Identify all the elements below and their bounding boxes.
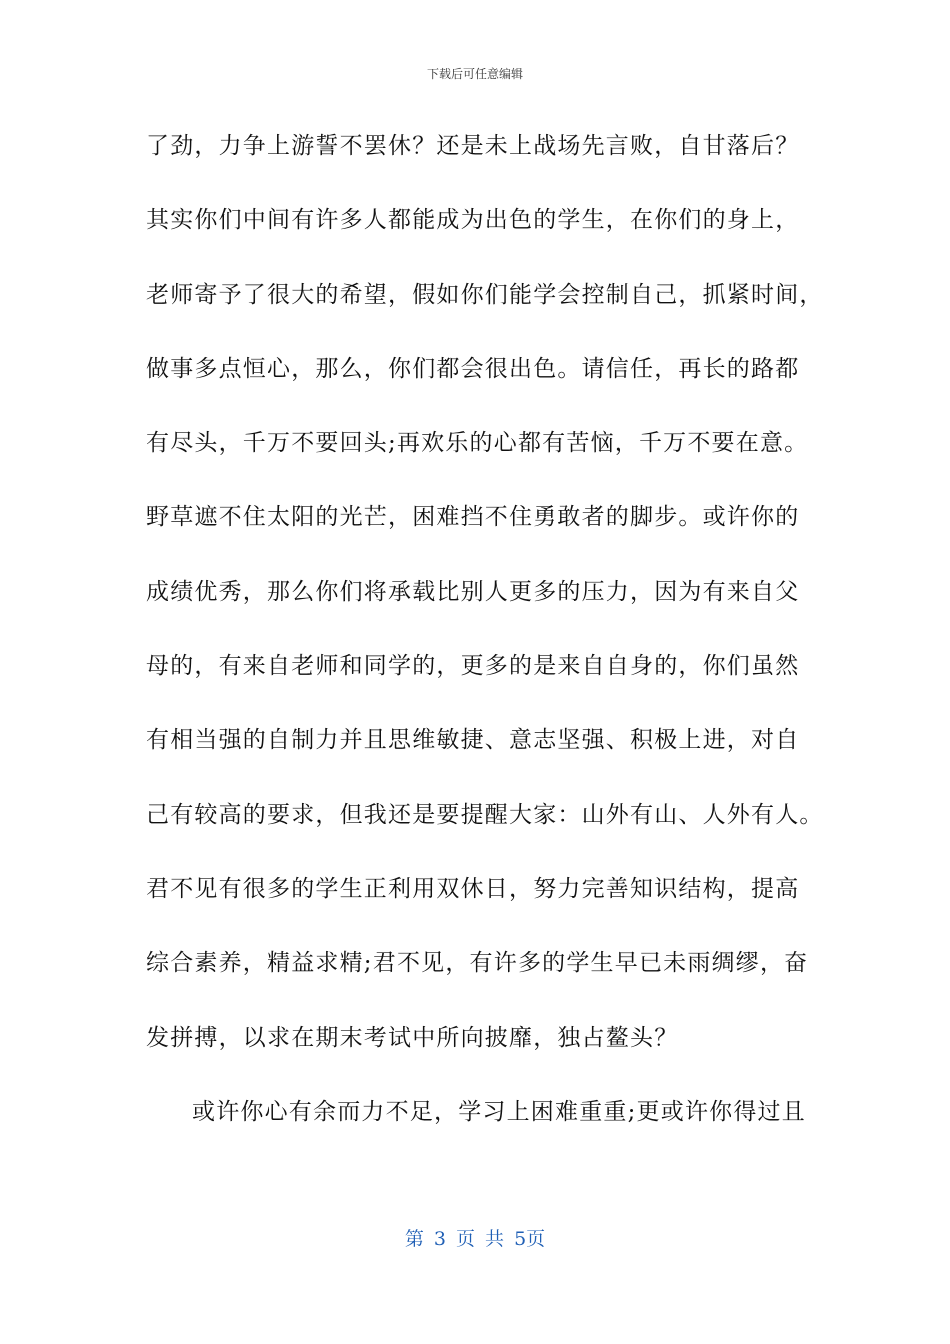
body-text [146, 126, 824, 1166]
text-line: 有尽头，千万不要回头;再欢乐的心都有苦恼，千万不要在意。 [146, 430, 809, 457]
text-line: 老师寄予了很大的希望，假如你们能学会控制自己，抓紧时间， [146, 281, 824, 308]
text-line: 了劲，力争上游誓不罢休？还是未上战场先言败，自甘落后？ [146, 133, 800, 159]
page-number: 第 3 页 共 5页 [404, 1228, 546, 1250]
text-line: 野草遮不住太阳的光芒，困难挡不住勇敢者的脚步。或许你的 [146, 504, 800, 531]
text-line: 己有较高的要求，但我还是要提醒大家：山外有山、人外有人。 [146, 801, 824, 828]
page-header: 下载后可任意编辑 [426, 67, 523, 81]
text-line: 综合素养，精益求精;君不见，有许多的学生早已未雨绸缪，奋 [146, 950, 809, 977]
text-line: 发拼搏，以求在期末考试中所向披靡，独占鳌头？ [146, 1024, 679, 1051]
text-line: 君不见有很多的学生正利用双休日，努力完善知识结构，提高 [146, 875, 800, 902]
text-line: 有相当强的自制力并且思维敏捷、意志坚强、积极上进，对自 [146, 727, 800, 754]
paragraph-start-line: 或许你心有余而力不足，学习上困难重重;更或许你得过且 [192, 1098, 806, 1125]
text-line: 成绩优秀，那么你们将承载比别人更多的压力，因为有来自父 [146, 578, 800, 605]
text-line: 做事多点恒心，那么，你们都会很出色。请信任，再长的路都 [146, 355, 800, 382]
text-line: 母的，有来自老师和同学的，更多的是来自自身的，你们虽然 [146, 653, 800, 680]
text-line: 其实你们中间有许多人都能成为出色的学生，在你们的身上， [146, 207, 800, 234]
